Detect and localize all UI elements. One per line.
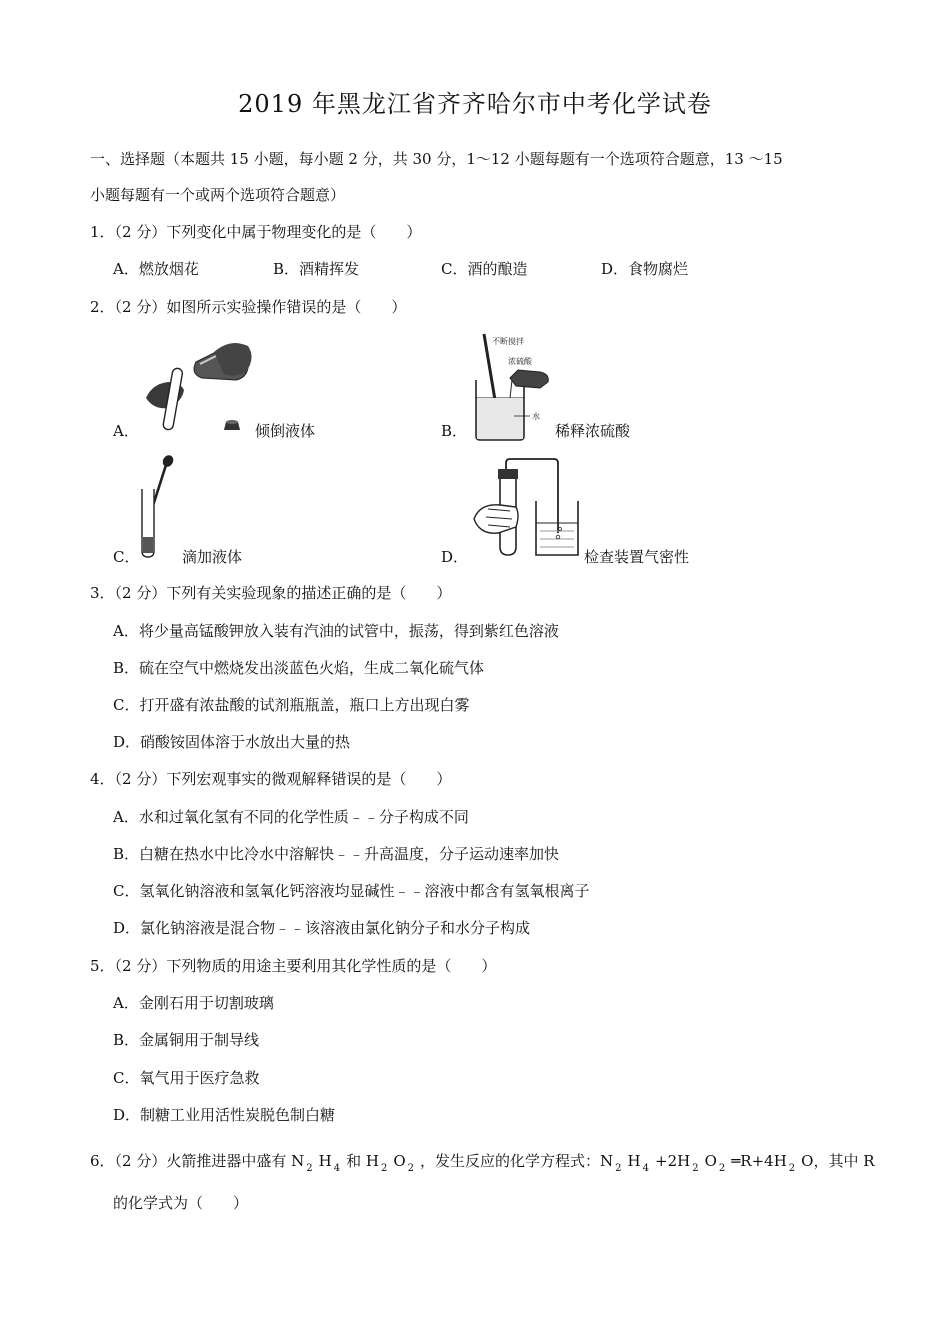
q3-stem: 3．（2 分）下列有关实验现象的描述正确的是（ ） <box>90 584 452 602</box>
q4-option-a: A．水和过氧化氢有不同的化学性质﹣﹣分子构成不同 <box>113 808 469 826</box>
q1-option-c: C．酒的酿造 <box>441 260 528 278</box>
q4-option-b: B．白糖在热水中比冷水中溶解快﹣﹣升高温度，分子运动速率加快 <box>113 845 560 863</box>
subscript: 2 <box>306 1163 313 1174</box>
q1-option-d: D．食物腐烂 <box>601 260 689 278</box>
q6-text: +2H <box>655 1152 691 1170</box>
q4-option-c: C．氢氧化钠溶液和氢氧化钙溶液均显碱性﹣﹣溶液中都含有氢氧根离子 <box>113 882 590 900</box>
q1-option-b: B．酒精挥发 <box>273 260 360 278</box>
q6-stem-line1 <box>90 1150 875 1180</box>
q6-stem-line2: 的化学式为（ ） <box>113 1194 249 1212</box>
q2-option-c-letter: C． <box>113 548 140 566</box>
q2-option-c-text: 滴加液体 <box>182 548 243 566</box>
q3-option-b: B．硫在空气中燃烧发出淡蓝色火焰，生成二氧化硫气体 <box>113 659 485 677</box>
q5-stem: 5．（2 分）下列物质的用途主要利用其化学性质的是（ ） <box>90 957 497 975</box>
q3-option-d: D．硝酸铵固体溶于水放出大量的热 <box>113 733 351 751</box>
q4-option-d: D．氯化钠溶液是混合物﹣﹣该溶液由氯化钠分子和水分子构成 <box>113 919 531 937</box>
figure-diluting-sulfuric-acid <box>470 332 560 444</box>
figure-label-water: 水 <box>532 412 540 421</box>
subscript: 2 <box>788 1163 796 1174</box>
q6-text: H <box>318 1152 332 1170</box>
q1-option-a: A．燃放烟花 <box>113 260 199 278</box>
q6-text: ，发生反应的化学方程式：N <box>420 1152 614 1170</box>
q2-option-b-letter: B． <box>441 422 468 440</box>
figure-label-acid: 浓硫酸 <box>508 357 532 366</box>
q2-option-a-text: 倾倒液体 <box>255 422 316 440</box>
figure-pouring-liquid <box>138 338 258 438</box>
q6-text: O，其中 R <box>801 1152 875 1170</box>
q5-option-c: C．氧气用于医疗急救 <box>113 1069 260 1087</box>
q2-option-d-text: 检查装置气密性 <box>584 548 690 566</box>
q2-stem: 2．（2 分）如图所示实验操作错误的是（ ） <box>90 298 407 316</box>
q3-option-a: A．将少量高锰酸钾放入装有汽油的试管中，振荡，得到紫红色溶液 <box>113 622 559 640</box>
q2-option-a-letter: A． <box>113 422 139 440</box>
q3-option-c: C．打开盛有浓盐酸的试剂瓶瓶盖，瓶口上方出现白雾 <box>113 696 470 714</box>
q6-text: 和 H <box>346 1152 379 1170</box>
q6-text: O <box>704 1152 717 1170</box>
subscript: 2 <box>407 1163 415 1174</box>
figure-label-stir: 不断搅拌 <box>492 337 524 346</box>
q6-text: O <box>393 1152 406 1170</box>
q4-stem: 4．（2 分）下列宏观事实的微观解释错误的是（ ） <box>90 770 452 788</box>
figure-dropping-liquid <box>138 455 178 559</box>
subscript: 2 <box>380 1163 388 1174</box>
q2-option-b-text: 稀释浓硫酸 <box>555 422 631 440</box>
section-header-line1: 一、选择题（本题共 15 小题，每小题 2 分，共 30 分，1～12 小题每题有一个选项符合题意，13 ～15 <box>90 150 783 168</box>
q6-text: 6．（2 分）火箭推进器中盛有 N <box>90 1152 305 1170</box>
page-title: 2019 年黑龙江省齐齐哈尔市中考化学试卷 <box>238 90 712 118</box>
section-header-line2: 小题每题有一个或两个选项符合题意） <box>90 186 346 204</box>
subscript: 2 <box>615 1163 622 1174</box>
subscript: 2 <box>718 1163 726 1174</box>
q6-text: ═R+4H <box>731 1152 787 1170</box>
q5-option-b: B．金属铜用于制导线 <box>113 1031 260 1049</box>
subscript: 4 <box>642 1163 649 1174</box>
q2-option-d-letter: D． <box>441 548 469 566</box>
q5-option-d: D．制糖工业用活性炭脱色制白糖 <box>113 1106 336 1124</box>
subscript: 2 <box>692 1163 699 1174</box>
figure-check-airtightness <box>470 455 582 561</box>
subscript: 4 <box>333 1163 341 1174</box>
q6-text: H <box>627 1152 641 1170</box>
q1-stem: 1．（2 分）下列变化中属于物理变化的是（ ） <box>90 223 422 241</box>
q5-option-a: A．金刚石用于切割玻璃 <box>113 994 274 1012</box>
